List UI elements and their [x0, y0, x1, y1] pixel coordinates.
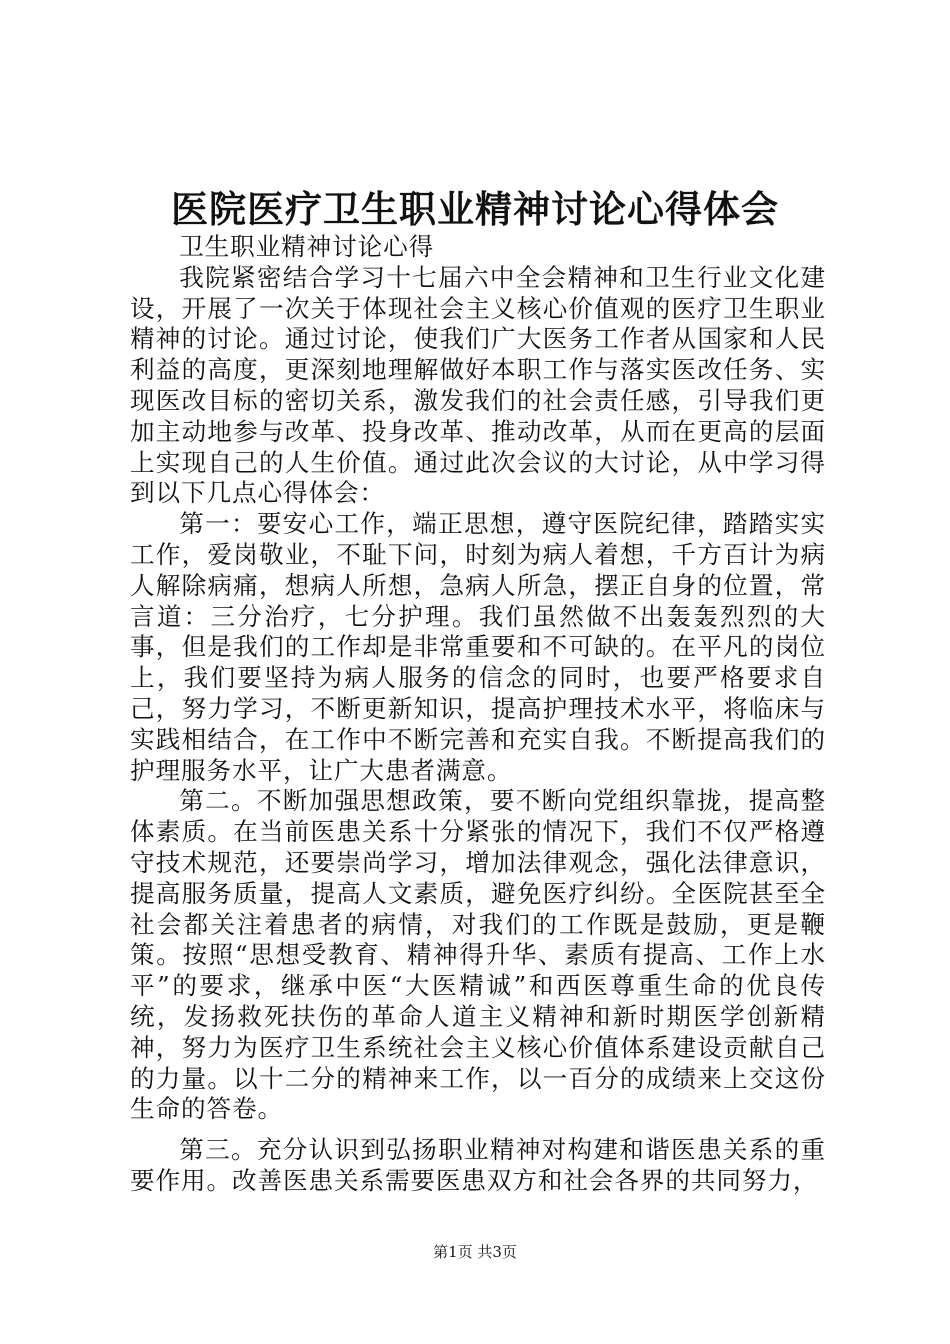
point-one-paragraph: 第一：要安心工作，端正思想，遵守医院纪律，踏踏实实工作，爱岗敬业，不耻下问，时刻为病人着想，千方百计为病人解除病痛，想病人所想，急病人所急，摆正自身的位置，常言道：三分治疗，七分护理。我们虽然做不出轰轰烈烈的大事，但是我们的工作却是非常重要和不可缺的。在平凡的岗位上，我们要坚持为病人服务的信念的同时，也要严格要求自己，努力学习，不断更新知识，提高护理技术水平，将临床与实践相结合，在工作中不断完善和充实自我。不断提高我们的护理服务水平，让广大患者满意。 [130, 509, 826, 785]
point-two-paragraph: 第二。不断加强思想政策，要不断向党组织靠拢，提高整体素质。在当前医患关系十分紧张的情况下，我们不仅严格遵守技术规范，还要崇尚学习，增加法律观念，强化法律意识，提高服务质量，提高人文素质，避免医疗纠纷。全医院甚至全社会都关注着患者的病情，对我们的工作既是鼓励，更是鞭策。按照“思想受教育、精神得升华、素质有提高、工作上水平”的要求，继承中医“大医精诚”和西医尊重生命的优良传统，发扬救死扶伤的革命人道主义精神和新时期医学创新精神，努力为医疗卫生系统社会主义核心价值体系建设贡献自己的力量。以十二分的精神来工作，以一百分的成绩来上交这份生命的答卷。 [130, 786, 826, 1124]
point-three-paragraph: 第三。充分认识到弘扬职业精神对构建和谐医患关系的重要作用。改善医患关系需要医患双方和社会各界的共同努力， [130, 1135, 826, 1195]
page-footer: 第1页 共3页 [433, 1243, 517, 1261]
intro-paragraph: 我院紧密结合学习十七届六中全会精神和卫生行业文化建设，开展了一次关于体现社会主义核心价值观的医疗卫生职业精神的讨论。通过讨论，使我们广大医务工作者从国家和人民利益的高度，更深刻地理解做好本职工作与落实医改任务、实现医改目标的密切关系，激发我们的社会责任感，引导我们更加主动地参与改革、投身改革、推动改革，从而在更高的层面上实现自己的人生价值。通过此次会议的大讨论，从中学习得到以下几点心得体会： [130, 262, 826, 508]
subtitle-paragraph: 卫生职业精神讨论心得 [179, 232, 435, 261]
document-body [130, 232, 826, 1197]
document-title: 医院医疗卫生职业精神讨论心得体会 [171, 187, 779, 231]
